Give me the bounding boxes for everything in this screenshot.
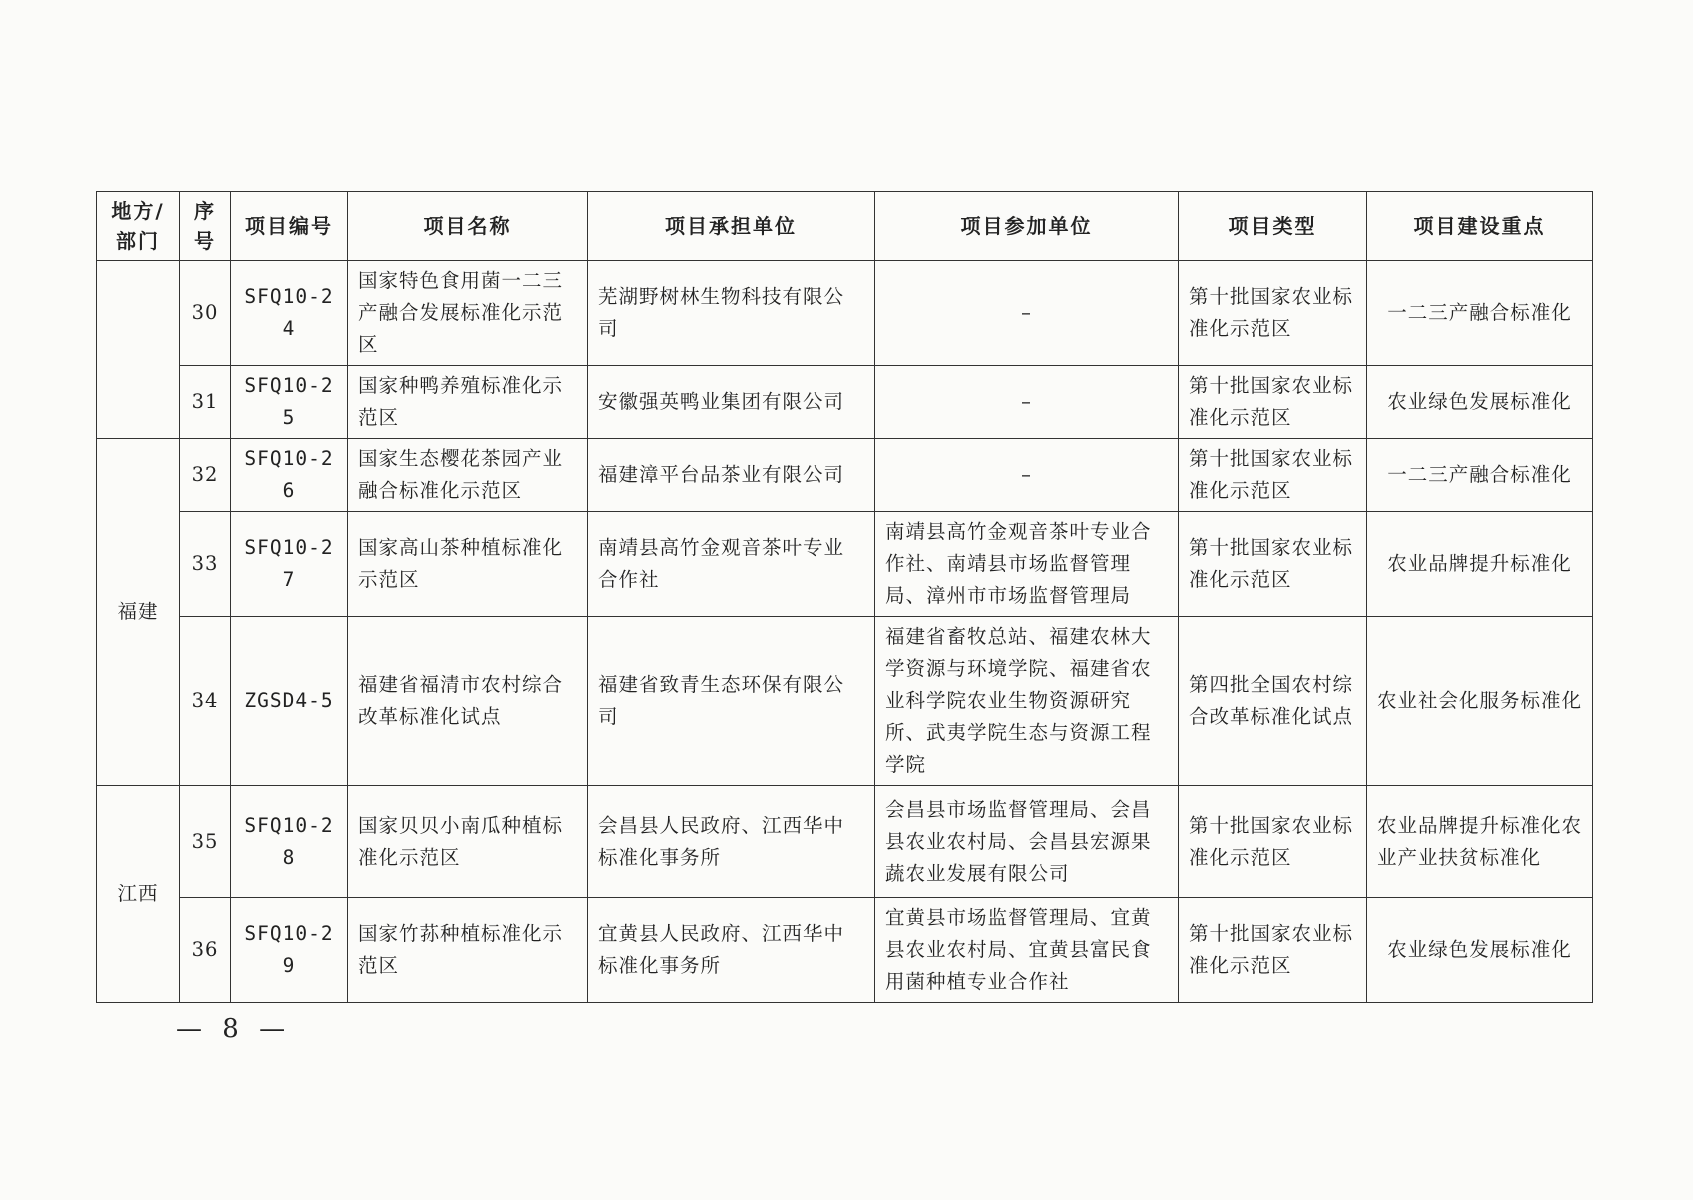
cell-code: SFQ10-25 <box>231 366 348 439</box>
cell-code: SFQ10-29 <box>231 898 348 1003</box>
cell-type: 第十批国家农业标准化示范区 <box>1179 366 1367 439</box>
region-cell-blank <box>97 261 180 439</box>
table-row <box>97 898 1593 1003</box>
cell-name: 国家生态樱花茶园产业融合标准化示范区 <box>348 439 588 512</box>
cell-seq: 36 <box>180 898 231 1003</box>
cell-focus: 农业社会化服务标准化 <box>1367 617 1593 786</box>
cell-focus: 一二三产融合标准化 <box>1367 261 1593 366</box>
cell-lead-unit: 芜湖野树林生物科技有限公司 <box>588 261 875 366</box>
cell-lead-unit: 南靖县高竹金观音茶叶专业合作社 <box>588 512 875 617</box>
cell-lead-unit: 宜黄县人民政府、江西华中标准化事务所 <box>588 898 875 1003</box>
cell-focus: 农业绿色发展标准化 <box>1367 366 1593 439</box>
cell-name: 国家种鸭养殖标准化示范区 <box>348 366 588 439</box>
project-table <box>96 191 1593 1003</box>
table-row <box>97 366 1593 439</box>
header-participants: 项目参加单位 <box>875 192 1179 261</box>
cell-participants: – <box>875 261 1179 366</box>
page-number: — 8 — <box>176 1014 292 1044</box>
table-row <box>97 512 1593 617</box>
table-header-row <box>97 192 1593 261</box>
cell-type: 第十批国家农业标准化示范区 <box>1179 786 1367 898</box>
cell-seq: 31 <box>180 366 231 439</box>
cell-participants: 宜黄县市场监督管理局、宜黄县农业农村局、宜黄县富民食用菌种植专业合作社 <box>875 898 1179 1003</box>
cell-lead-unit: 安徽强英鸭业集团有限公司 <box>588 366 875 439</box>
cell-seq: 30 <box>180 261 231 366</box>
table-row <box>97 261 1593 366</box>
table-row <box>97 617 1593 786</box>
header-name: 项目名称 <box>348 192 588 261</box>
cell-name: 国家特色食用菌一二三产融合发展标准化示范区 <box>348 261 588 366</box>
cell-type: 第十批国家农业标准化示范区 <box>1179 439 1367 512</box>
cell-type: 第十批国家农业标准化示范区 <box>1179 261 1367 366</box>
header-lead-unit: 项目承担单位 <box>588 192 875 261</box>
cell-participants: 会昌县市场监督管理局、会昌县农业农村局、会昌县宏源果蔬农业发展有限公司 <box>875 786 1179 898</box>
region-cell-jiangxi: 江西 <box>97 786 180 1003</box>
header-type: 项目类型 <box>1179 192 1367 261</box>
cell-code: SFQ10-26 <box>231 439 348 512</box>
table-row <box>97 786 1593 898</box>
cell-lead-unit: 福建省致青生态环保有限公司 <box>588 617 875 786</box>
cell-participants: – <box>875 366 1179 439</box>
region-cell-fujian: 福建 <box>97 439 180 786</box>
cell-participants: – <box>875 439 1179 512</box>
cell-participants: 南靖县高竹金观音茶叶专业合作社、南靖县市场监督管理局、漳州市市场监督管理局 <box>875 512 1179 617</box>
cell-code: ZGSD4-5 <box>231 617 348 786</box>
table-row <box>97 439 1593 512</box>
header-focus: 项目建设重点 <box>1367 192 1593 261</box>
cell-participants: 福建省畜牧总站、福建农林大学资源与环境学院、福建省农业科学院农业生物资源研究所、武夷学院生态与资源工程学院 <box>875 617 1179 786</box>
cell-lead-unit: 福建漳平台品茶业有限公司 <box>588 439 875 512</box>
cell-code: SFQ10-24 <box>231 261 348 366</box>
header-code: 项目编号 <box>231 192 348 261</box>
cell-name: 国家高山茶种植标准化示范区 <box>348 512 588 617</box>
cell-type: 第四批全国农村综合改革标准化试点 <box>1179 617 1367 786</box>
cell-focus: 农业品牌提升标准化农业产业扶贫标准化 <box>1367 786 1593 898</box>
cell-seq: 33 <box>180 512 231 617</box>
cell-name: 国家贝贝小南瓜种植标准化示范区 <box>348 786 588 898</box>
cell-type: 第十批国家农业标准化示范区 <box>1179 512 1367 617</box>
cell-name: 国家竹荪种植标准化示范区 <box>348 898 588 1003</box>
header-region: 地方/部门 <box>97 192 180 261</box>
cell-seq: 34 <box>180 617 231 786</box>
cell-seq: 35 <box>180 786 231 898</box>
cell-code: SFQ10-27 <box>231 512 348 617</box>
cell-focus: 一二三产融合标准化 <box>1367 439 1593 512</box>
cell-focus: 农业品牌提升标准化 <box>1367 512 1593 617</box>
header-seq: 序号 <box>180 192 231 261</box>
cell-lead-unit: 会昌县人民政府、江西华中标准化事务所 <box>588 786 875 898</box>
cell-type: 第十批国家农业标准化示范区 <box>1179 898 1367 1003</box>
cell-name: 福建省福清市农村综合改革标准化试点 <box>348 617 588 786</box>
cell-focus: 农业绿色发展标准化 <box>1367 898 1593 1003</box>
cell-seq: 32 <box>180 439 231 512</box>
cell-code: SFQ10-28 <box>231 786 348 898</box>
